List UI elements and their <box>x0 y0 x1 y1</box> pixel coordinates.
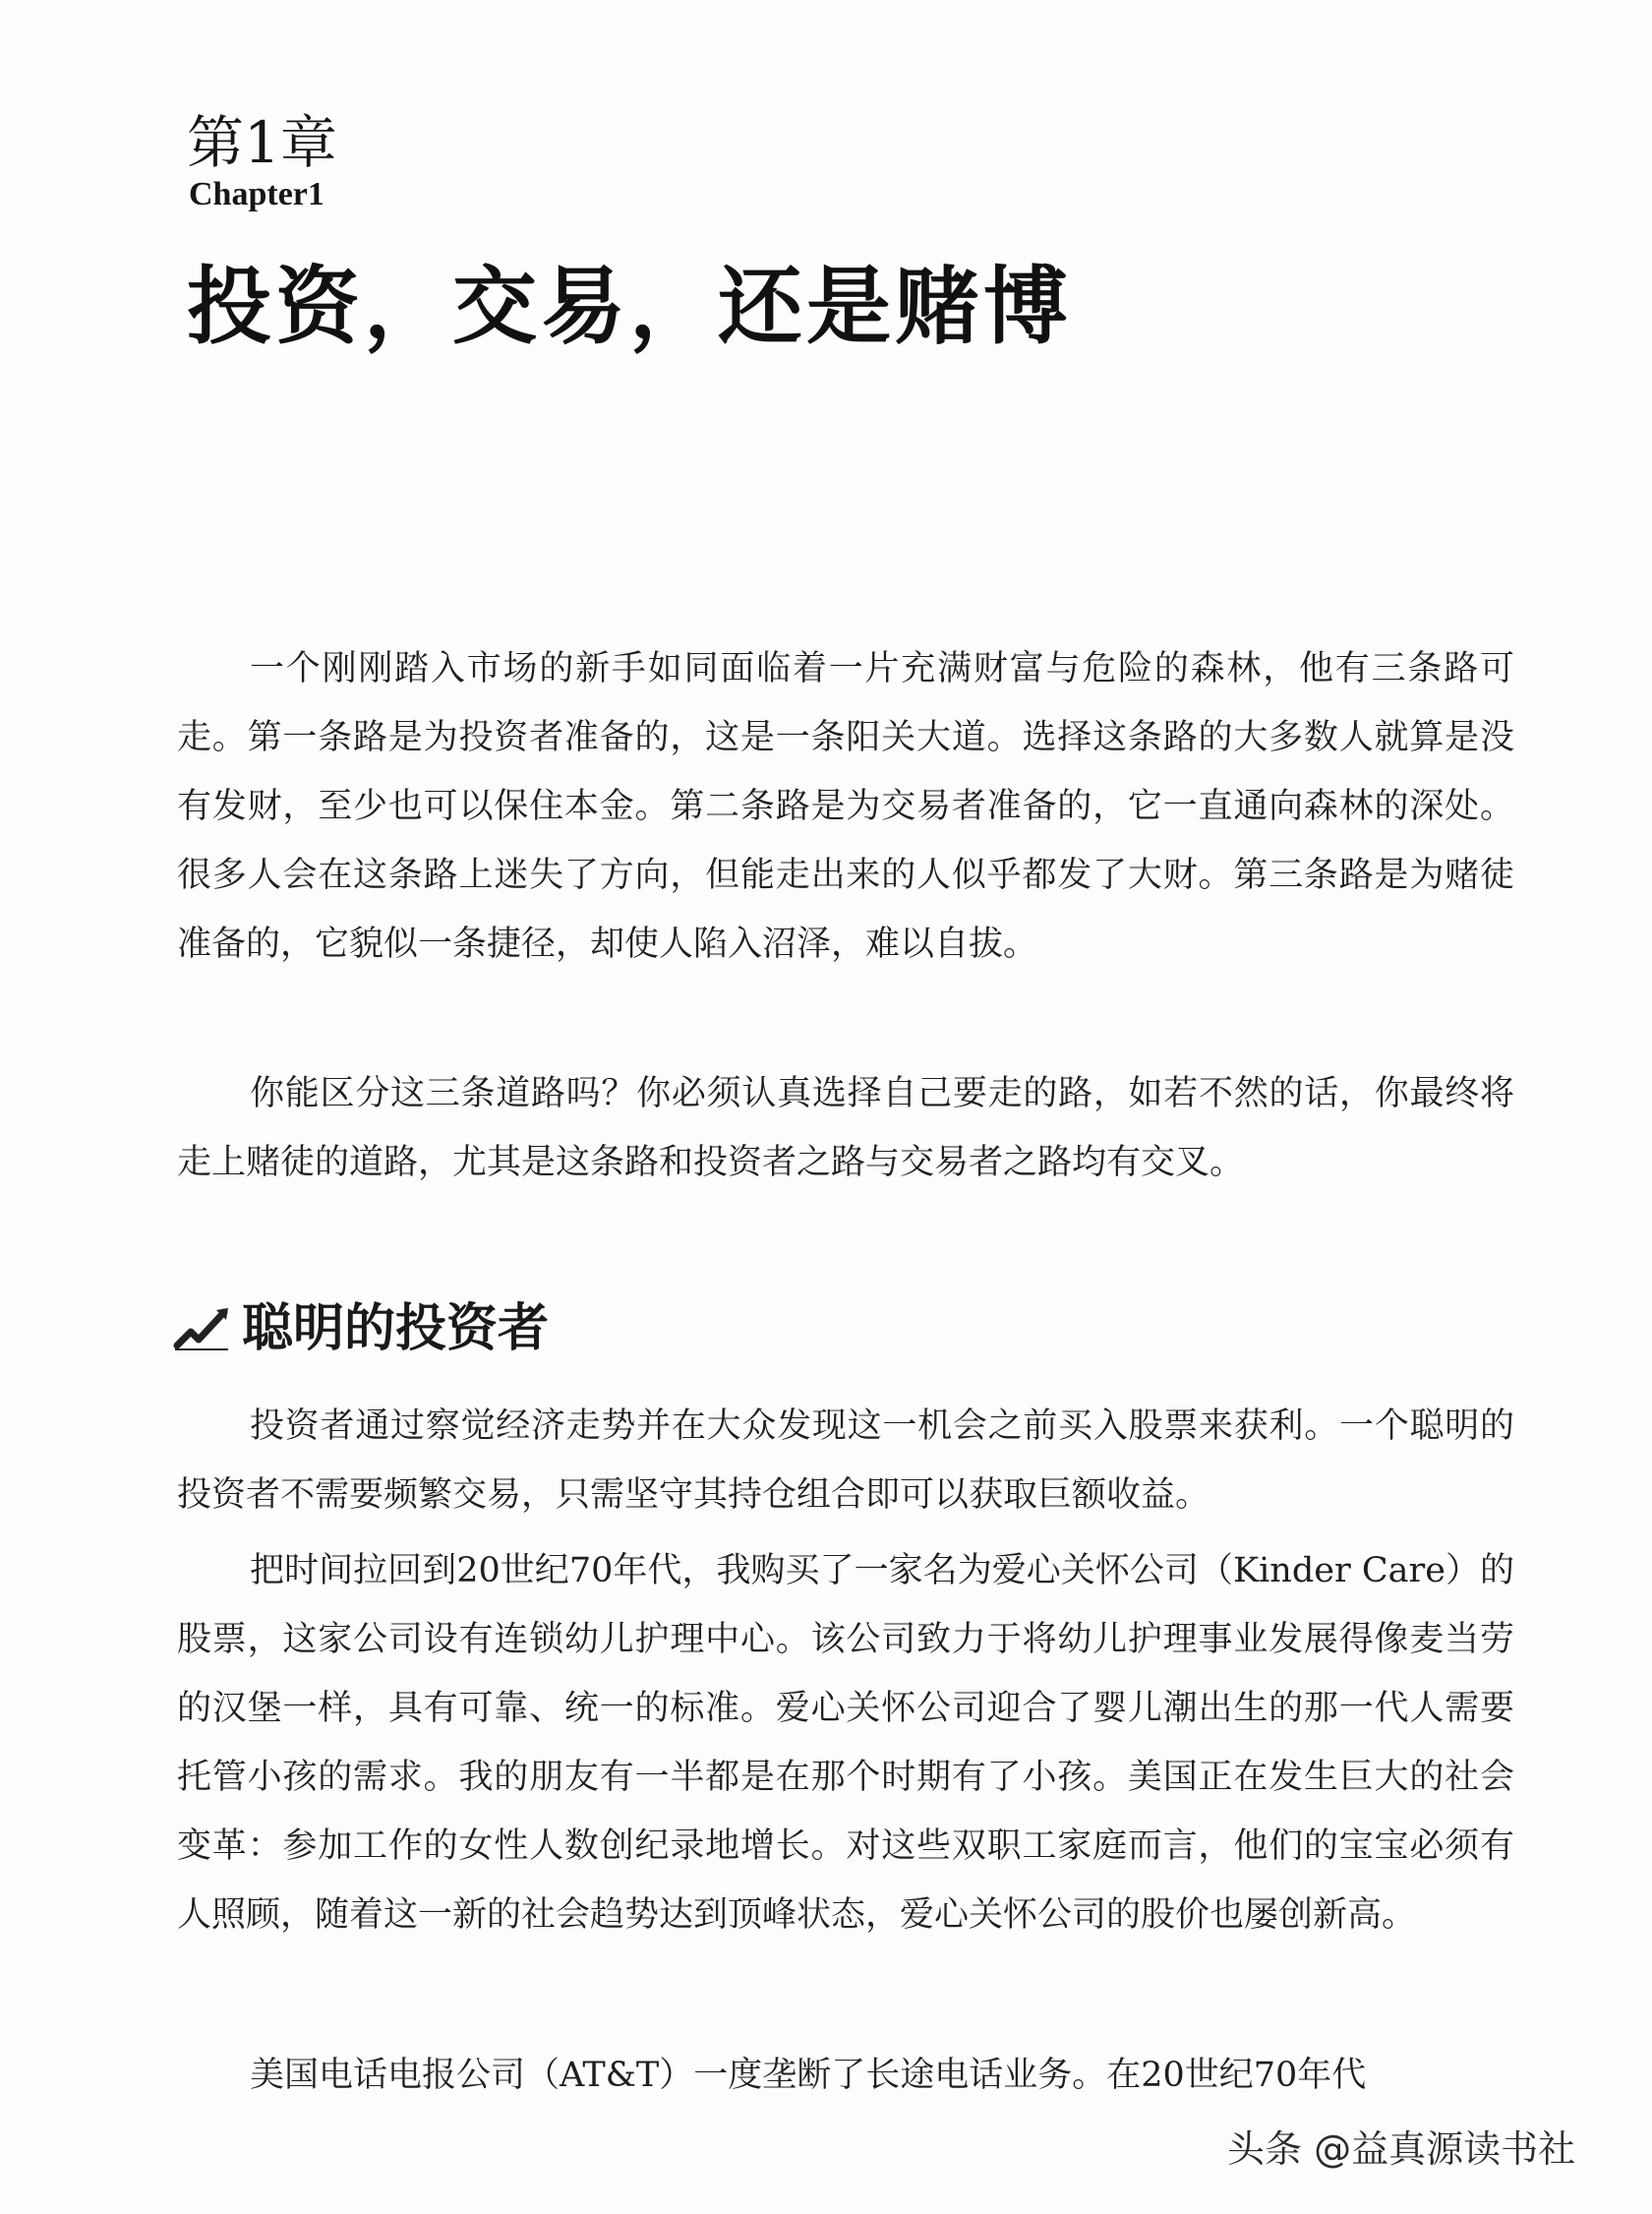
chapter-number-en: Chapter1 <box>189 176 324 212</box>
intro-paragraph-2: 你能区分这三条道路吗？你必须认真选择自己要走的路，如若不然的话，你最终将走上赌徒的道路，尤其是这条路和投资者之路与交易者之路均有交叉。 <box>177 1074 1514 1182</box>
chapter-title: 投资，交易，还是赌博 <box>187 258 1072 356</box>
chapter-number-cn: 第1章 <box>187 109 337 176</box>
section-paragraph-2: 把时间拉回到20世纪70年代，我购买了一家名为爱心关怀公司（Kinder Care）的股票，这家公司设有连锁幼儿护理中心。该公司致力于将幼儿护理事业发展得像麦当劳的汉堡一样，具有可靠、统一的标准。爱心关怀公司迎合了婴儿潮出生的那一代人需要托管小孩的需求。我的朋友有一半都是在那个时期有了小孩。美国正在发生巨大的社会变革：参加工作的女性人数创纪录地增长。对这些双职工家庭而言，他们的宝宝必须有人照顾，随着这一新的社会趋势达到顶峰状态，爱心关怀公司的股价也屡创新高。 <box>177 1551 1514 1935</box>
watermark: 头条 @益真源读书社 <box>1227 2127 1576 2171</box>
section-title: 聪明的投资者 <box>242 1299 550 1358</box>
section-heading <box>173 1290 549 1367</box>
section-paragraph-1: 投资者通过察觉经济走势并在大众发现这一机会之前买入股票来获利。一个聪明的投资者不需要频繁交易，只需坚守其持仓组合即可以获取巨额收益。 <box>177 1406 1514 1515</box>
trend-line-icon <box>173 1306 230 1351</box>
intro-paragraph-1: 一个刚刚踏入市场的新手如同面临着一片充满财富与危险的森林，他有三条路可走。第一条路是为投资者准备的，这是一条阳关大道。选择这条路的大多数人就算是没有发财，至少也可以保住本金。第二条路是为交易者准备的，它一直通向森林的深处。很多人会在这条路上迷失了方向，但能走出来的人似乎都发了大财。第三条路是为赌徒准备的，它貌似一条捷径，却使人陷入沼泽，难以自拔。 <box>177 649 1514 964</box>
section-paragraph-3: 美国电话电报公司（AT&T）一度垄断了长途电话业务。在20世纪70年代 <box>250 2056 1367 2095</box>
